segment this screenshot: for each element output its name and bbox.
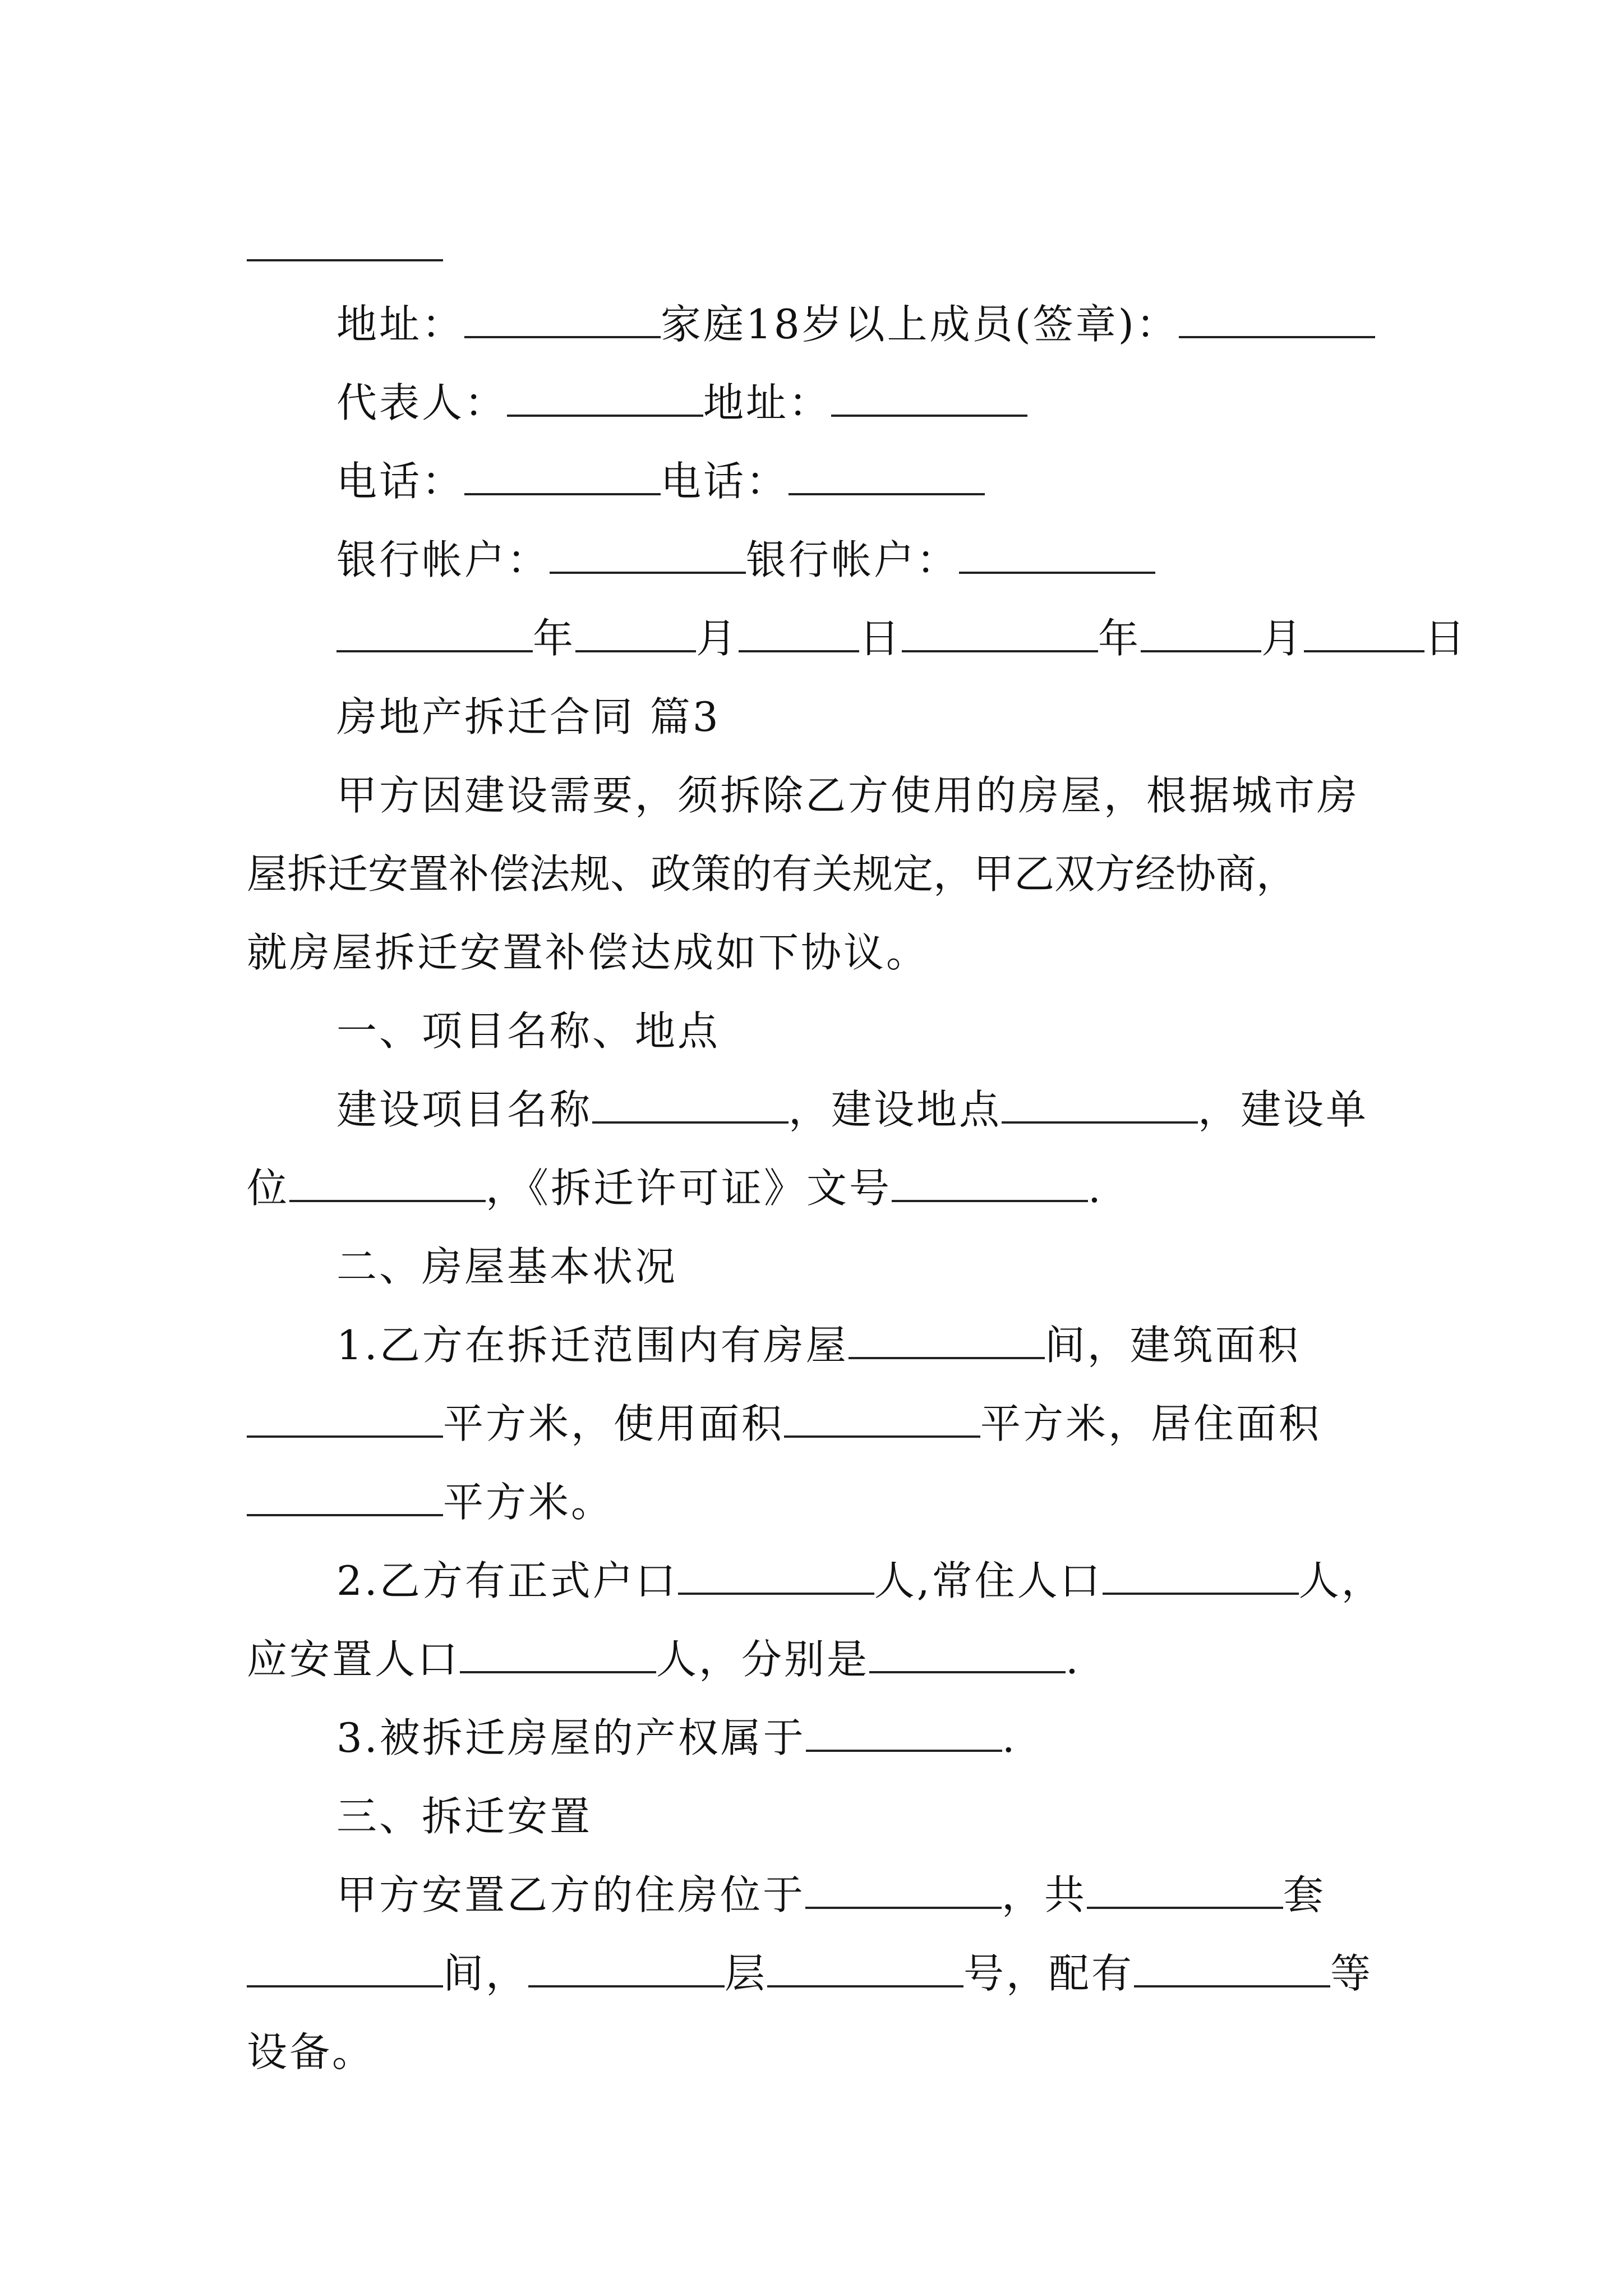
text-line <box>247 1160 1391 1222</box>
text-line <box>336 1003 1391 1065</box>
blank-underline <box>336 640 533 652</box>
text-run: 2.乙方有正式户口 <box>336 1557 678 1604</box>
blank-underline <box>849 1347 1045 1359</box>
text-run: . <box>1066 1636 1081 1683</box>
blank-underline <box>1304 640 1424 652</box>
text-run: 电话： <box>661 458 789 505</box>
text-run: 就房屋拆迁安置补偿达成如下协议。 <box>247 929 929 976</box>
text-line <box>247 1474 1391 1536</box>
text-run: 人，分别是 <box>656 1636 870 1683</box>
blank-underline <box>528 1975 725 1987</box>
text-run: ，《拆迁许可证》文号 <box>486 1165 892 1212</box>
blank-underline <box>550 562 746 574</box>
text-line <box>336 1239 1391 1300</box>
blank-underline <box>739 640 859 652</box>
text-line <box>336 689 1391 751</box>
text-run: 建设项目名称 <box>336 1086 593 1133</box>
blank-underline <box>464 326 661 338</box>
text-line <box>336 1082 1391 1143</box>
blank-underline <box>831 404 1027 417</box>
text-run: ，建设单 <box>1198 1086 1369 1133</box>
text-run: 家庭18岁以上成员(签章)： <box>661 301 1179 348</box>
blank-underline <box>1134 1975 1330 1987</box>
text-run: 间，建筑面积 <box>1044 1322 1301 1369</box>
text-run: 月 <box>696 615 739 662</box>
text-run: 三、拆迁安置 <box>336 1793 593 1840</box>
blank-underline <box>247 1504 443 1516</box>
text-run: 代表人： <box>336 379 508 426</box>
text-run: 甲方因建设需要，须拆除乙方使用的房屋，根据城市房 <box>336 772 1360 819</box>
blank-underline <box>678 1582 874 1595</box>
text-run: 1.乙方在拆迁范围内有房屋 <box>336 1322 849 1369</box>
blank-underline <box>1103 1582 1299 1595</box>
blank-underline <box>784 1425 980 1438</box>
text-run: 层 <box>725 1950 768 1997</box>
text-run: 甲方安置乙方的住房位于 <box>336 1871 806 1918</box>
blank-underline <box>289 1190 486 1202</box>
text-line <box>247 2024 1391 2086</box>
text-run: 房地产拆迁合同 篇3 <box>336 693 721 740</box>
text-run: 间， <box>443 1950 529 1997</box>
text-line <box>336 610 1468 672</box>
text-run: 平方米，居住面积 <box>980 1400 1322 1447</box>
text-line <box>336 1317 1391 1379</box>
blank-underline <box>789 483 985 495</box>
blank-underline <box>464 483 661 495</box>
text-run: 3.被拆迁房屋的产权属于 <box>336 1714 806 1761</box>
text-run: 位 <box>247 1165 290 1212</box>
text-run: 等 <box>1330 1950 1373 1997</box>
text-run: . <box>1088 1165 1103 1212</box>
text-line <box>247 1631 1391 1693</box>
text-run: 屋拆迁安置补偿法规、政策的有关规定，甲乙双方经协商， <box>247 850 1297 898</box>
text-line <box>336 1867 1391 1929</box>
blank-underline <box>1179 326 1375 338</box>
text-line <box>336 532 1391 593</box>
text-run: 号，配有 <box>963 1950 1135 1997</box>
text-run: 日 <box>1424 615 1468 662</box>
text-run: 套 <box>1283 1871 1326 1918</box>
blank-underline <box>1087 1897 1283 1909</box>
blank-underline <box>805 1897 1002 1909</box>
text-run: 二、房屋基本状况 <box>336 1243 678 1290</box>
text-line <box>336 296 1391 358</box>
text-run: ，建设地点 <box>789 1086 1002 1133</box>
text-run: 平方米。 <box>443 1479 614 1526</box>
text-line <box>247 924 1391 986</box>
blank-underline <box>892 1190 1088 1202</box>
text-run: 地址： <box>703 379 832 426</box>
top-blank-line <box>247 259 443 261</box>
blank-underline <box>460 1661 656 1673</box>
blank-underline <box>959 562 1155 574</box>
text-run: . <box>1002 1714 1017 1761</box>
blank-underline <box>869 1661 1066 1673</box>
text-run: 人， <box>1298 1557 1384 1604</box>
text-run: 年 <box>1098 615 1141 662</box>
text-run: 平方米，使用面积 <box>443 1400 785 1447</box>
text-run: 年 <box>533 615 576 662</box>
blank-underline <box>1002 1111 1198 1124</box>
blank-underline <box>1141 640 1261 652</box>
text-line <box>247 1396 1391 1457</box>
blank-underline <box>247 1975 443 1987</box>
text-line <box>247 846 1391 908</box>
blank-underline <box>806 1740 1002 1752</box>
text-run: 银行帐户： <box>336 536 550 583</box>
text-run: 日 <box>859 615 902 662</box>
text-line <box>336 1788 1391 1850</box>
blank-underline <box>767 1975 963 1987</box>
text-run: 月 <box>1261 615 1304 662</box>
text-run: 一、项目名称、地点 <box>336 1007 721 1055</box>
text-run: 人,常住人口 <box>874 1557 1103 1604</box>
blank-underline <box>247 1425 443 1438</box>
text-run: 设备。 <box>247 2028 375 2076</box>
blank-underline <box>902 640 1098 652</box>
text-line <box>247 1945 1391 2007</box>
blank-underline <box>592 1111 789 1124</box>
text-run: 应安置人口 <box>247 1636 460 1683</box>
text-line <box>336 1710 1391 1772</box>
blank-underline <box>575 640 696 652</box>
text-run: 银行帐户： <box>746 536 960 583</box>
text-line <box>336 375 1391 436</box>
text-line <box>336 767 1391 829</box>
blank-underline <box>507 404 703 417</box>
text-run: 电话： <box>336 458 465 505</box>
text-run: 地址： <box>336 301 465 348</box>
text-run: ，共 <box>1002 1871 1087 1918</box>
text-line <box>336 453 1391 515</box>
text-line <box>336 1553 1391 1614</box>
